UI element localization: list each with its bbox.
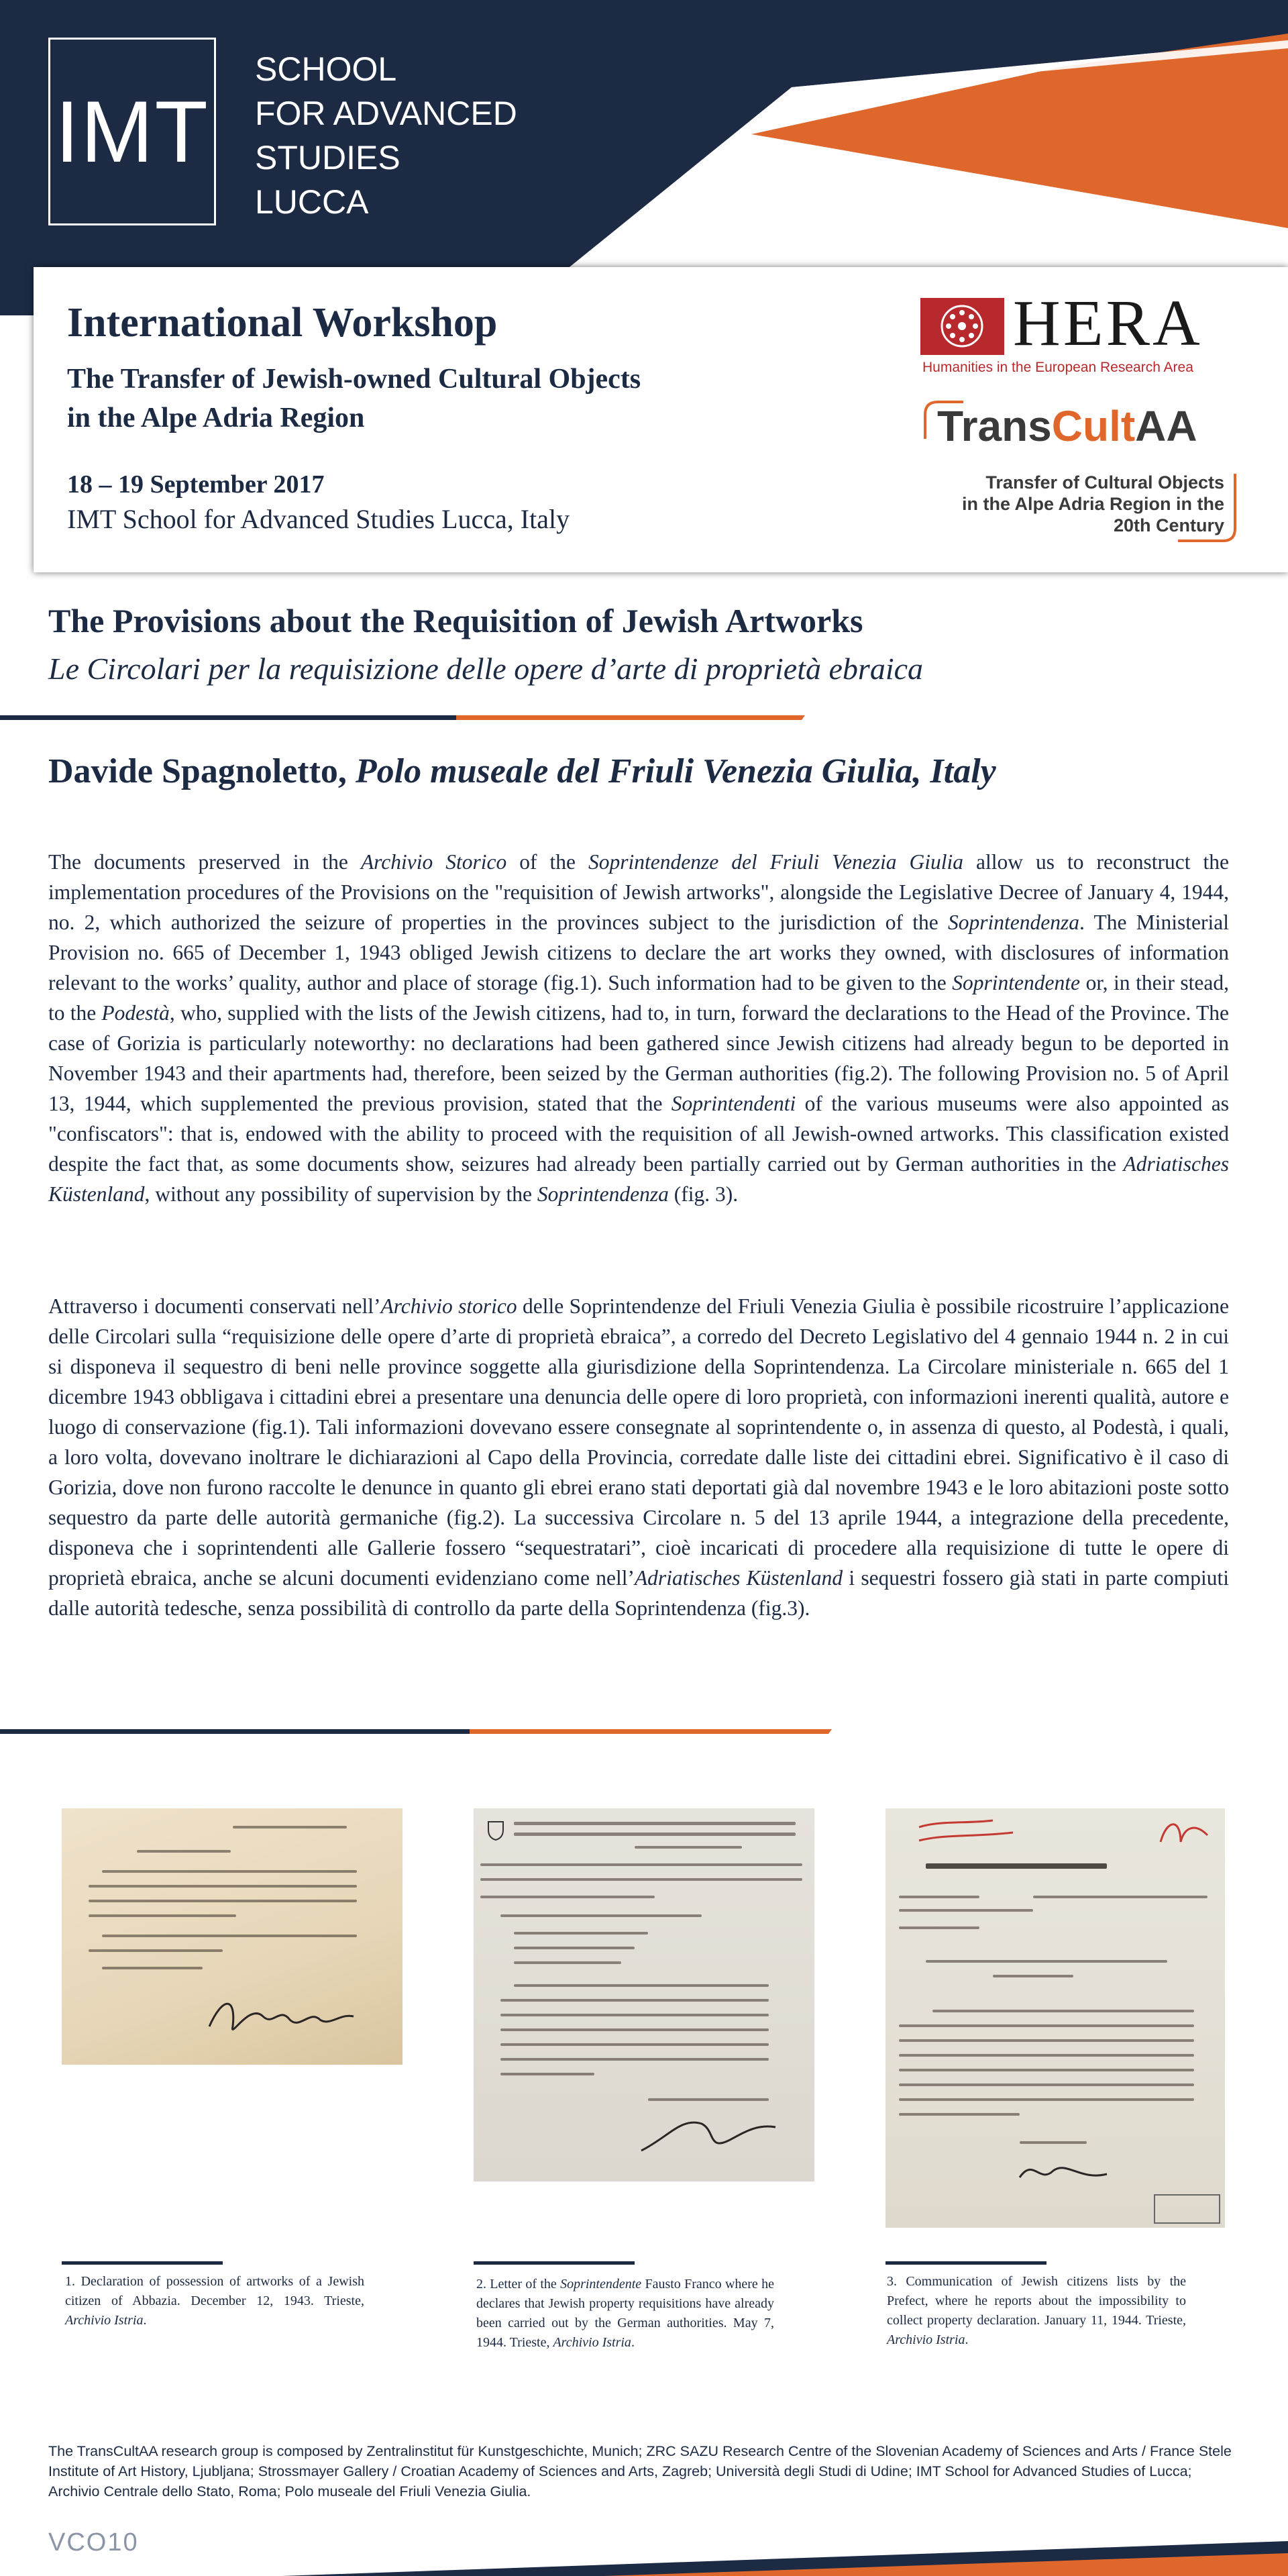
figure-2-image: [474, 1808, 814, 2181]
handwritten-note-icon: [912, 1814, 1046, 1854]
caption-bar: [474, 2261, 635, 2265]
transcultaa-description-line: Transfer of Cultural Objects: [985, 472, 1224, 493]
workshop-title: International Workshop: [67, 300, 498, 346]
workshop-subtitle-line: in the Alpe Adria Region: [67, 403, 365, 433]
footer-stripe: [0, 2529, 1288, 2576]
signature-icon: [1013, 2151, 1120, 2191]
school-name-line: LUCCA: [255, 183, 369, 221]
school-name: [255, 47, 517, 224]
hera-emblem-icon: [920, 298, 1004, 355]
signature-icon: [203, 1990, 364, 2043]
school-name-line: FOR ADVANCED: [255, 95, 517, 132]
caption-bar: [885, 2261, 1046, 2265]
section-divider: [0, 715, 805, 722]
section-title: The Provisions about the Requisition of Jewish Artworks: [48, 602, 863, 639]
workshop-date: 18 – 19 September 2017: [67, 470, 325, 499]
hera-tagline: Humanities in the European Research Area: [922, 360, 1193, 375]
transcultaa-description: [926, 472, 1224, 536]
figures-divider: [0, 1729, 832, 1736]
caption-bar: [62, 2261, 223, 2265]
workshop-subtitle-line: The Transfer of Jewish-owned Cultural Objects: [67, 364, 641, 395]
workshop-subtitle: [67, 360, 641, 437]
hera-name: HERA: [1013, 287, 1203, 360]
imt-logo: [48, 38, 216, 225]
archive-stamp: [1154, 2194, 1220, 2224]
paragraph-italian: Attraverso i documenti conservati nell’Archivio storico delle Soprintendenze del Friuli Venezia Giulia è possibile ricostruire l’applicazione delle Circolari sulla “requisizione delle opere d’arte di proprietà ebraica”, a corredo del Decreto Legislativo del 4 gennaio 1944 n. 2 in cui si disponeva il sequestro di beni nelle province soggette alla giurisdizione della Soprintendenza. La Circolare ministeriale n. 665 del 1 dicembre 1943 obbligava i cittadini ebrei a presentare una denuncia delle opere di loro proprietà, con informazioni inerenti qualità, autore e luogo di conservazione (fig.1). Tali informazioni dovevano essere consegnate al soprintendente o, in assenza di questo, al Podestà, i quali, a loro volta, dovevano inoltrare le dichiarazioni al Capo della Provincia, corredate dalle liste dei cittadini ebrei. Significativo è il caso di Gorizia, dove non furono raccolte le denunce in quanto gli ebrei erano stati deportati già dal novembre 1943 e le loro abitazioni poste sotto sequestro da parte delle autorità germaniche (fig.2). La successiva Circolare n. 5 del 13 aprile 1944, a integrazione della precedente, disponeva che i soprintendenti alle Gallerie fossero “sequestratari”, cioè incaricati di procedere alla requisizione di tutte le opere di proprietà ebraica, anche se alcuni documenti evidenziano come nell’Adriatisches Küstenland i sequestri fossero già stati in parte compiuti dalle autorità tedesche, senza possibilità di controllo da parte della Soprintendenza (fig.3).: [48, 1294, 1229, 1620]
footer-research-group: The TransCultAA research group is composed by Zentralinstitut für Kunstgeschichte, Munich; ZRC SAZU Research Centre of the Slovenian Academy of Sciences and Arts / France Stele Institute of Art History, Ljubljana; Strossmayer Gallery / Croatian Academy of Sciences and Arts, Zagreb; Università degli Studi di Udine; IMT School for Advanced Studies of Lucca; Archivio Centrale dello Stato, Roma; Polo museale del Friuli Venezia Giulia.: [48, 2443, 1232, 2500]
figure-2-caption: 2. Letter of the Soprintendente Fausto Franco where he declares that Jewish property requisitions have already been carried out by the German authorities. May 7, 1944. Trieste, Archivio Istria.: [476, 2277, 774, 2350]
transcultaa-name-part: Cult: [1051, 402, 1136, 450]
transcultaa-name-part: AA: [1135, 402, 1197, 450]
school-name-line: STUDIES: [255, 139, 400, 176]
workshop-card: [34, 267, 1288, 572]
coat-of-arms-icon: [487, 1820, 504, 1841]
transcultaa-description-line: 20th Century: [1113, 515, 1224, 535]
transcultaa-name-part: Trans: [937, 402, 1052, 450]
figure-1-caption: 1. Declaration of possession of artworks of a Jewish citizen of Abbazia. December 12, 1943. Trieste, Archivio Istria.: [65, 2274, 364, 2328]
workshop-place: IMT School for Advanced Studies Lucca, Italy: [67, 504, 570, 534]
paragraph-english: The documents preserved in the Archivio Storico of the Soprintendenze del Friuli Venezia Giulia allow us to reconstruct the implementation procedures of the Provisions on the "requisition of Jewish artworks", alongside the Legislative Decree of January 4, 1944, no. 2, which authorized the seizure of properties in the provinces subject to the jurisdiction of the Soprintendenza. The Ministerial Provision no. 665 of December 1, 1943 obliged Jewish citizens to declare the art works they owned, with disclosures of information relevant to the works’ quality, author and place of storage (fig.1). Such information had to be given to the Soprintendente or, in their stead, to the Podestà, who, supplied with the lists of the Jewish citizens, had to, in turn, forward the declarations to the Head of the Province. The case of Gorizia is particularly noteworthy: no declarations had been gathered since Jewish citizens had already begun to be deported in November 1943 and their apartments had, therefore, been seized by the German authorities (fig.2). The following Provision no. 5 of April 13, 1944, which supplemented the previous provision, stated that the Soprintendenti of the various museums were also appointed as "confiscators": that is, endowed with the ability to proceed with the requisition of all Jewish-owned artworks. This classification existed despite the fact that, as some documents show, seizures had already been partially carried out by German authorities in the Adriatisches Küstenland, without any possibility of supervision by the Soprintendenza (fig. 3).: [48, 850, 1230, 1206]
footer-brand: VCO10: [48, 2528, 139, 2557]
imt-logo-text: IMT: [55, 83, 209, 181]
figure-3-image: [885, 1808, 1225, 2228]
section-subtitle: Le Circolari per la requisizione delle opere d’arte di proprietà ebraica: [48, 652, 924, 686]
figure-3-caption: 3. Communication of Jewish citizens lists by the Prefect, where he reports about the impossibility to collect property declaration. January 11, 1944. Trieste, Archivio Istria.: [887, 2274, 1186, 2347]
transcultaa-name: [937, 401, 1197, 451]
figure-1-image: [62, 1808, 402, 2065]
author-affiliation: Polo museale del Friuli Venezia Giulia, Italy: [355, 752, 996, 790]
author-line: [48, 752, 996, 791]
handwritten-note-icon: [1154, 1815, 1214, 1855]
school-name-line: SCHOOL: [255, 50, 397, 88]
transcultaa-description-line: in the Alpe Adria Region in the: [961, 494, 1224, 514]
signature-icon: [628, 2104, 789, 2164]
author-name: Davide Spagnoletto,: [48, 752, 347, 790]
